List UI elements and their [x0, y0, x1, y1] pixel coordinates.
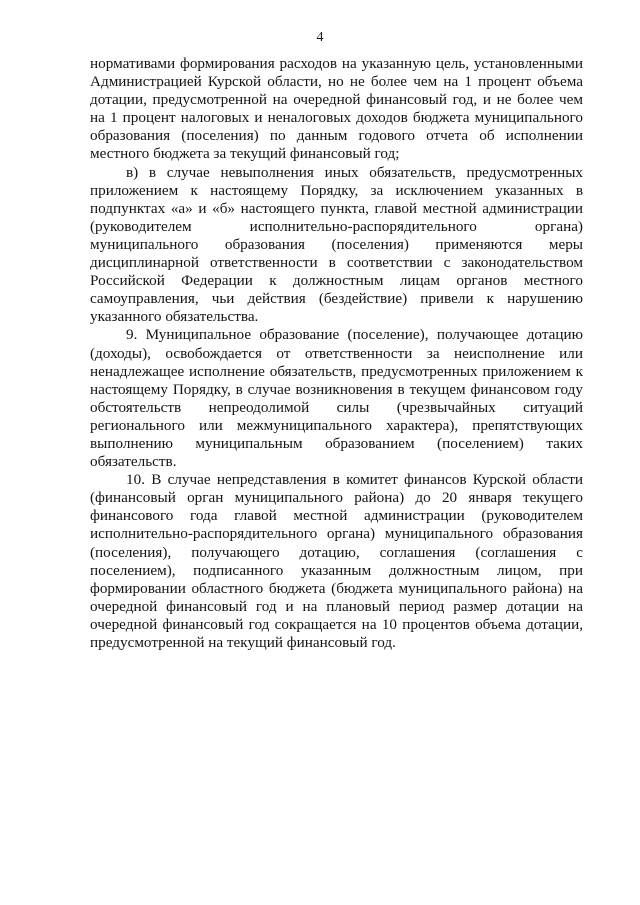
paragraph-continuation: нормативами формирования расходов на указанную цель, установленными Администрацией Курской области, но не более чем на 1 процент объема дотации, предусмотренной на очередной финансовый год, и не более чем на 1 процент налоговых и неналоговых доходов бюджета муниципального образования (поселения) по данным годового отчета об исполнении местного бюджета за текущий финансовый год; — [90, 55, 583, 163]
paragraph-item-9: 9. Муниципальное образование (поселение), получающее дотацию (доходы), освобождается от ответственности за неисполнение или ненадлежащее исполнение обязательств, предусмотренных приложением к настоящему Порядку, в случае возникновения в текущем финансовом году обстоятельств непреодолимой силы (чрезвычайных ситуаций регионального или межмуниципального характера), препятствующих выполнению муниципальным образованием (поселением) таких обязательств. — [90, 326, 583, 471]
document-body — [90, 55, 583, 652]
page-number: 4 — [316, 30, 324, 45]
paragraph-item-10: 10. В случае непредставления в комитет финансов Курской области (финансовый орган муниципального района) до 20 января текущего финансового года главой местной администрации (руководителем исполнительно-распорядительного органа) муниципального образования (поселения), получающего дотацию, соглашения (соглашения с поселением), подписанного указанным должностным лицом, при формировании областного бюджета (бюджета муниципального района) на очередной финансовый год и на плановый период размер дотации на очередной финансовый год сокращается на 10 процентов объема дотации, предусмотренной на текущий финансовый год. — [90, 471, 583, 651]
paragraph-item-v: в) в случае невыполнения иных обязательств, предусмотренных приложением к настоящему Порядку, за исключением указанных в подпунктах «а» и «б» настоящего пункта, главой местной администрации (руководителем исполнительно-распорядительного органа) муниципального образования (поселения) применяются меры дисциплинарной ответственности в соответствии с законодательством Российской Федерации к должностным лицам органов местного самоуправления, чьи действия (бездействие) привели к нарушению указанного обязательства. — [90, 163, 583, 326]
